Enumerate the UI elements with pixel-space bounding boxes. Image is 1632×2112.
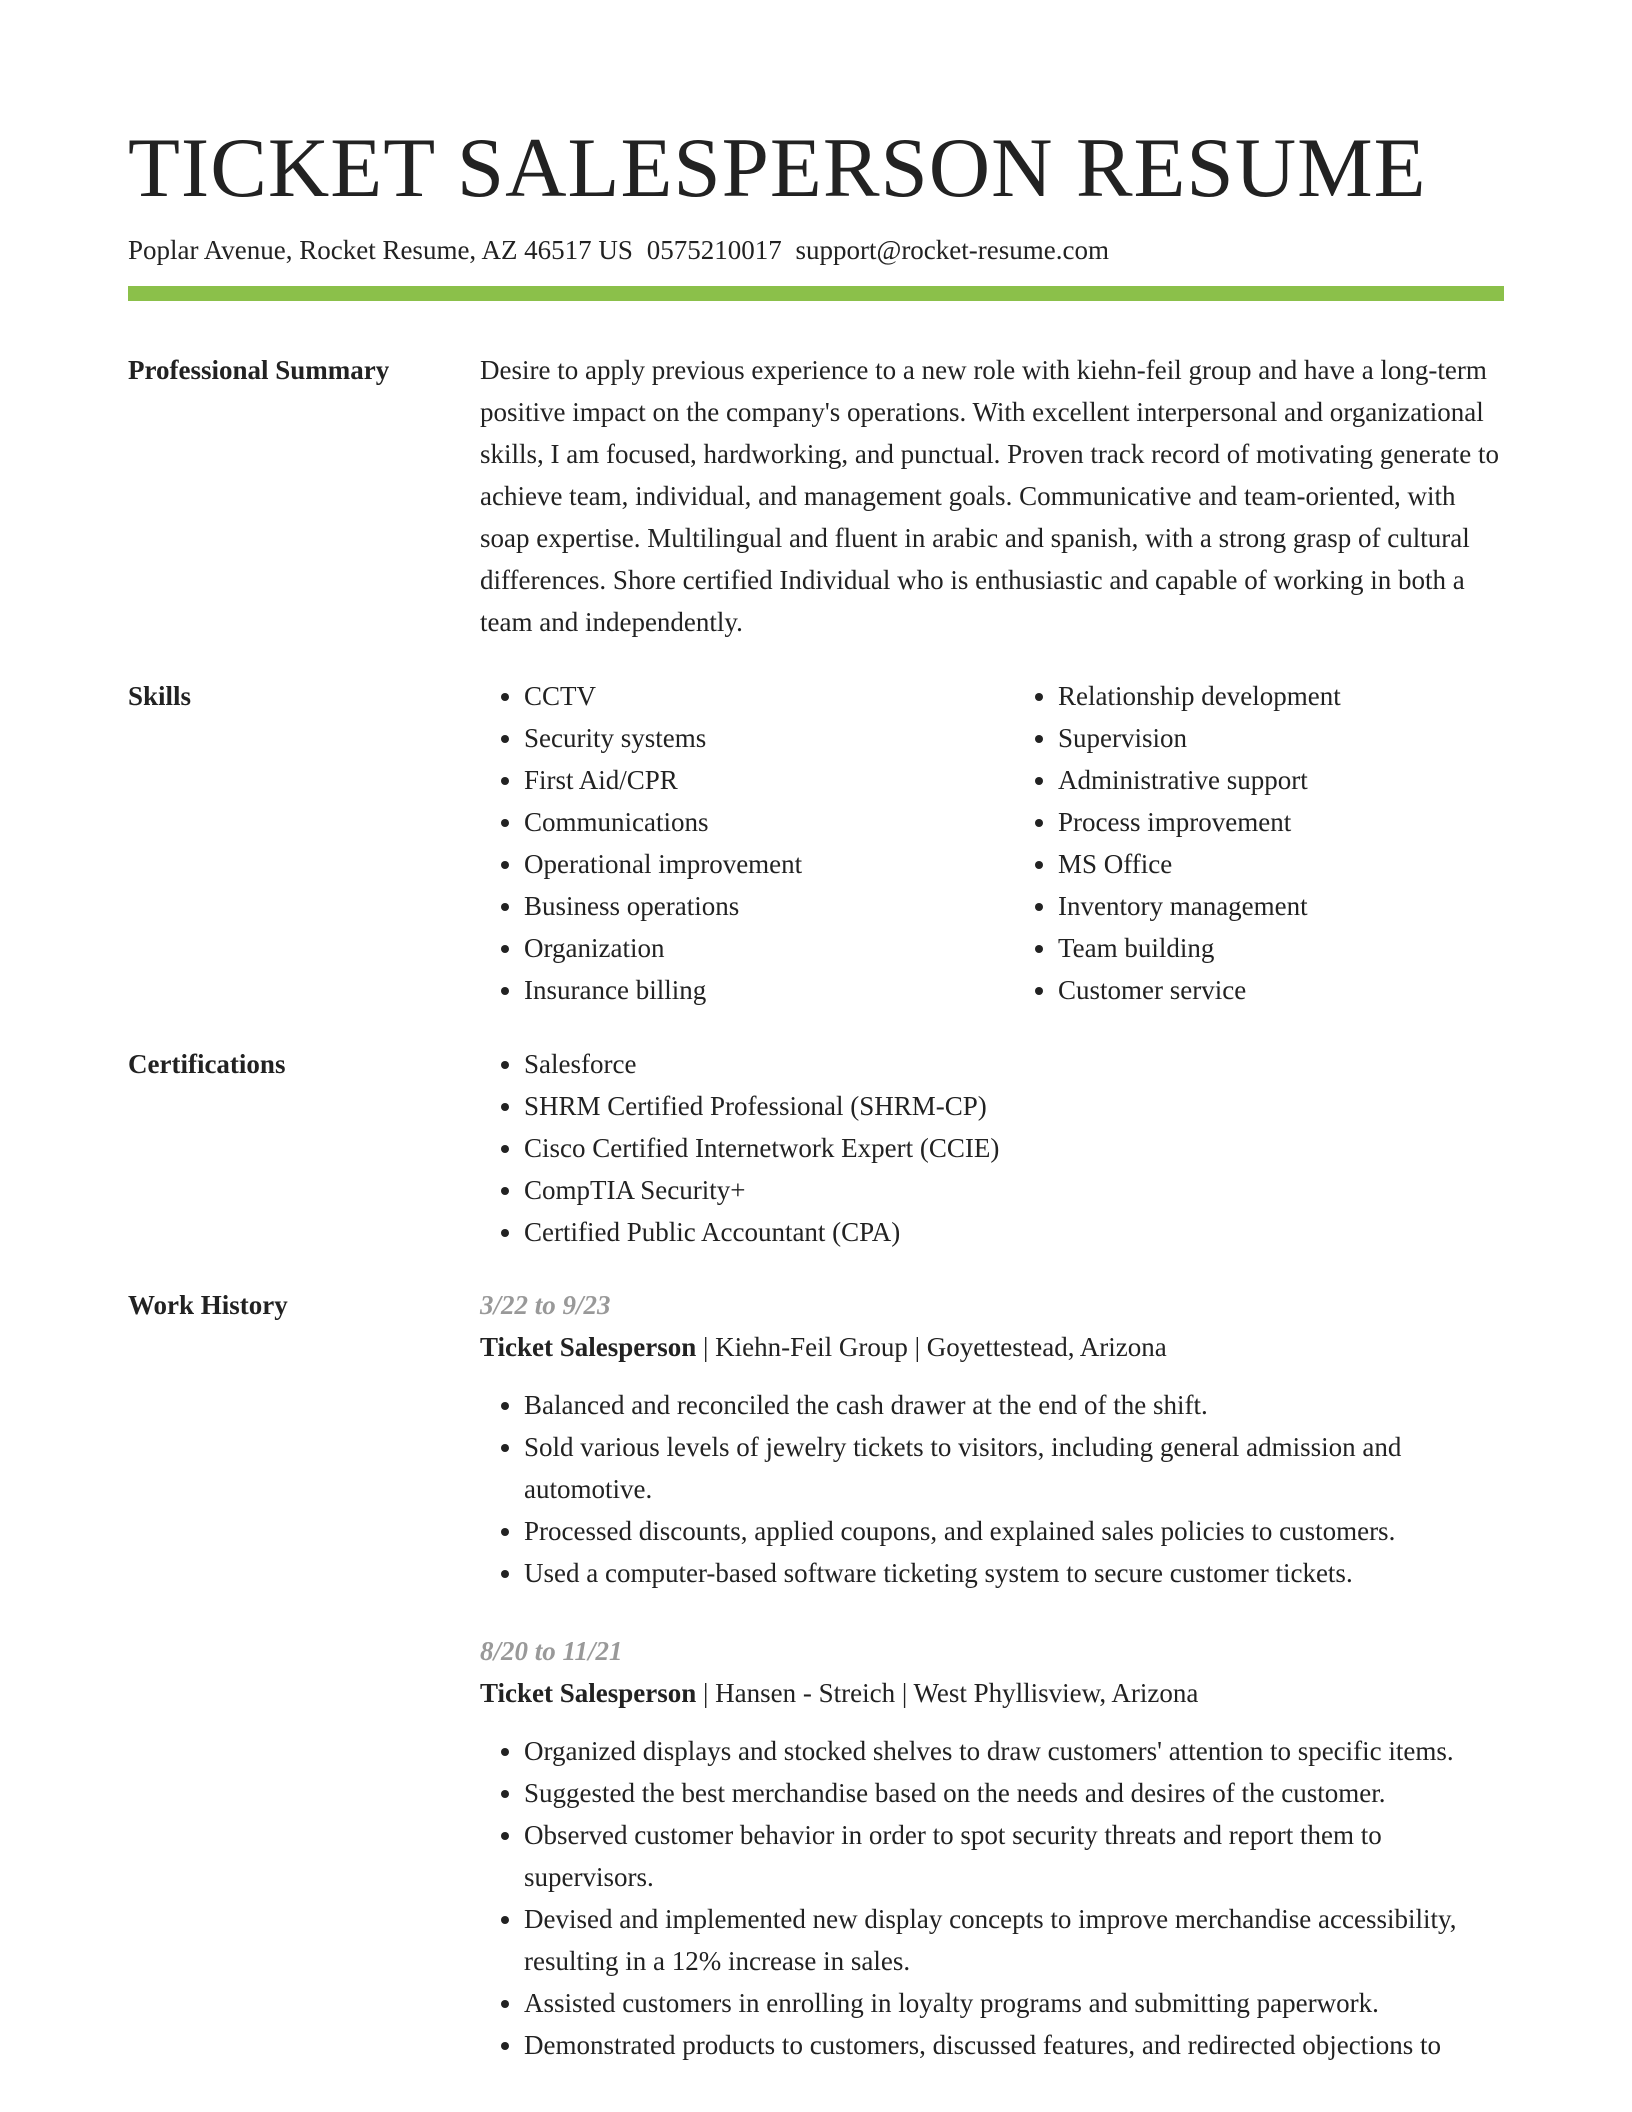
job-bullets: [480, 1730, 1504, 2066]
job-bullet: • Balanced and reconciled the cash drawer at the end of the shift.: [524, 1384, 1504, 1426]
job-dates: 3/22 to 9/23: [480, 1290, 611, 1320]
section-label-summary: Professional Summary: [128, 355, 390, 385]
job-title: Ticket Salesperson: [480, 1678, 697, 1708]
job-bullet: • Sold various levels of jewelry tickets to visitors, including general admission and automotive.: [524, 1426, 1504, 1510]
job-details: | Kiehn-Feil Group | Goyettestead, Arizona: [703, 1332, 1167, 1362]
skill-item: • CCTV: [524, 675, 970, 717]
job-bullet: • Processed discounts, applied coupons, and explained sales policies to customers.: [524, 1510, 1504, 1552]
section-label-skills: Skills: [128, 681, 192, 711]
skills-columns: [480, 675, 1504, 1011]
skill-item: • First Aid/CPR: [524, 759, 970, 801]
summary-text: Desire to apply previous experience to a new role with kiehn-feil group and have a long-term positive impact on the company's operations. With excellent interpersonal and organizational skills, I am focused, hardworking, and punctual. Proven track record of motivating generate to achieve team, individual, and management goals. Communicative and team-oriented, with soap expertise. Multilingual and fluent in arabic and spanish, with a strong grasp of cultural differences. Shore certified Individual who is enthusiastic and capable of working in both a team and independently.: [480, 355, 1499, 637]
skill-item: • Inventory management: [1058, 885, 1504, 927]
work-history-body: [480, 1284, 1504, 2102]
skill-item: • Team building: [1058, 927, 1504, 969]
job-dates: 8/20 to 11/21: [480, 1636, 623, 1666]
job-bullets: [480, 1384, 1504, 1594]
summary-body: [480, 349, 1504, 643]
certifications-list: [480, 1043, 1504, 1253]
job-bullet: • Suggested the best merchandise based on the needs and desires of the customer.: [524, 1772, 1504, 1814]
resume-title: TICKET SALESPERSON RESUME: [128, 121, 1427, 215]
skill-item: • Process improvement: [1058, 801, 1504, 843]
skill-item: • Customer service: [1058, 969, 1504, 1011]
skill-item: • Organization: [524, 927, 970, 969]
skills-list-left: [480, 675, 970, 1011]
section-label-certifications: Certifications: [128, 1049, 286, 1079]
section-label-work-history: Work History: [128, 1290, 288, 1320]
job-heading: [480, 1326, 1504, 1368]
certification-item: • Certified Public Accountant (CPA): [524, 1211, 1504, 1253]
certification-item: • CompTIA Security+: [524, 1169, 1504, 1211]
job-bullet: • Devised and implemented new display concepts to improve merchandise accessibility, resulting in a 12% increase in sales.: [524, 1898, 1504, 1982]
contact-phone: 0575210017: [646, 235, 782, 265]
job-bullet: • Demonstrated products to customers, discussed features, and redirected objections to: [524, 2024, 1504, 2066]
job-title: Ticket Salesperson: [480, 1332, 697, 1362]
header-divider: [128, 286, 1504, 301]
job-entry: [480, 1284, 1504, 1594]
certifications-body: [480, 1043, 1504, 1253]
skill-item: • Supervision: [1058, 717, 1504, 759]
job-details: | Hansen - Streich | West Phyllisview, Arizona: [703, 1678, 1199, 1708]
job-heading: [480, 1672, 1504, 1714]
contact-line: [128, 232, 1109, 268]
skill-item: • Business operations: [524, 885, 970, 927]
job-bullet: • Organized displays and stocked shelves to draw customers' attention to specific items.: [524, 1730, 1504, 1772]
contact-email: support@rocket-resume.com: [795, 235, 1109, 265]
job-bullet: • Assisted customers in enrolling in loyalty programs and submitting paperwork.: [524, 1982, 1504, 2024]
skill-item: • MS Office: [1058, 843, 1504, 885]
skills-list-right: [1014, 675, 1504, 1011]
skill-item: • Security systems: [524, 717, 970, 759]
certification-item: • Salesforce: [524, 1043, 1504, 1085]
skill-item: • Relationship development: [1058, 675, 1504, 717]
certification-item: • SHRM Certified Professional (SHRM-CP): [524, 1085, 1504, 1127]
job-entry: [480, 1630, 1504, 2066]
job-bullet: • Observed customer behavior in order to spot security threats and report them to supervisors.: [524, 1814, 1504, 1898]
contact-address: Poplar Avenue, Rocket Resume, AZ 46517 US: [128, 235, 633, 265]
skill-item: • Communications: [524, 801, 970, 843]
skill-item: • Administrative support: [1058, 759, 1504, 801]
job-bullet: • Used a computer-based software ticketing system to secure customer tickets.: [524, 1552, 1504, 1594]
skill-item: • Insurance billing: [524, 969, 970, 1011]
skill-item: • Operational improvement: [524, 843, 970, 885]
certification-item: • Cisco Certified Internetwork Expert (CCIE): [524, 1127, 1504, 1169]
